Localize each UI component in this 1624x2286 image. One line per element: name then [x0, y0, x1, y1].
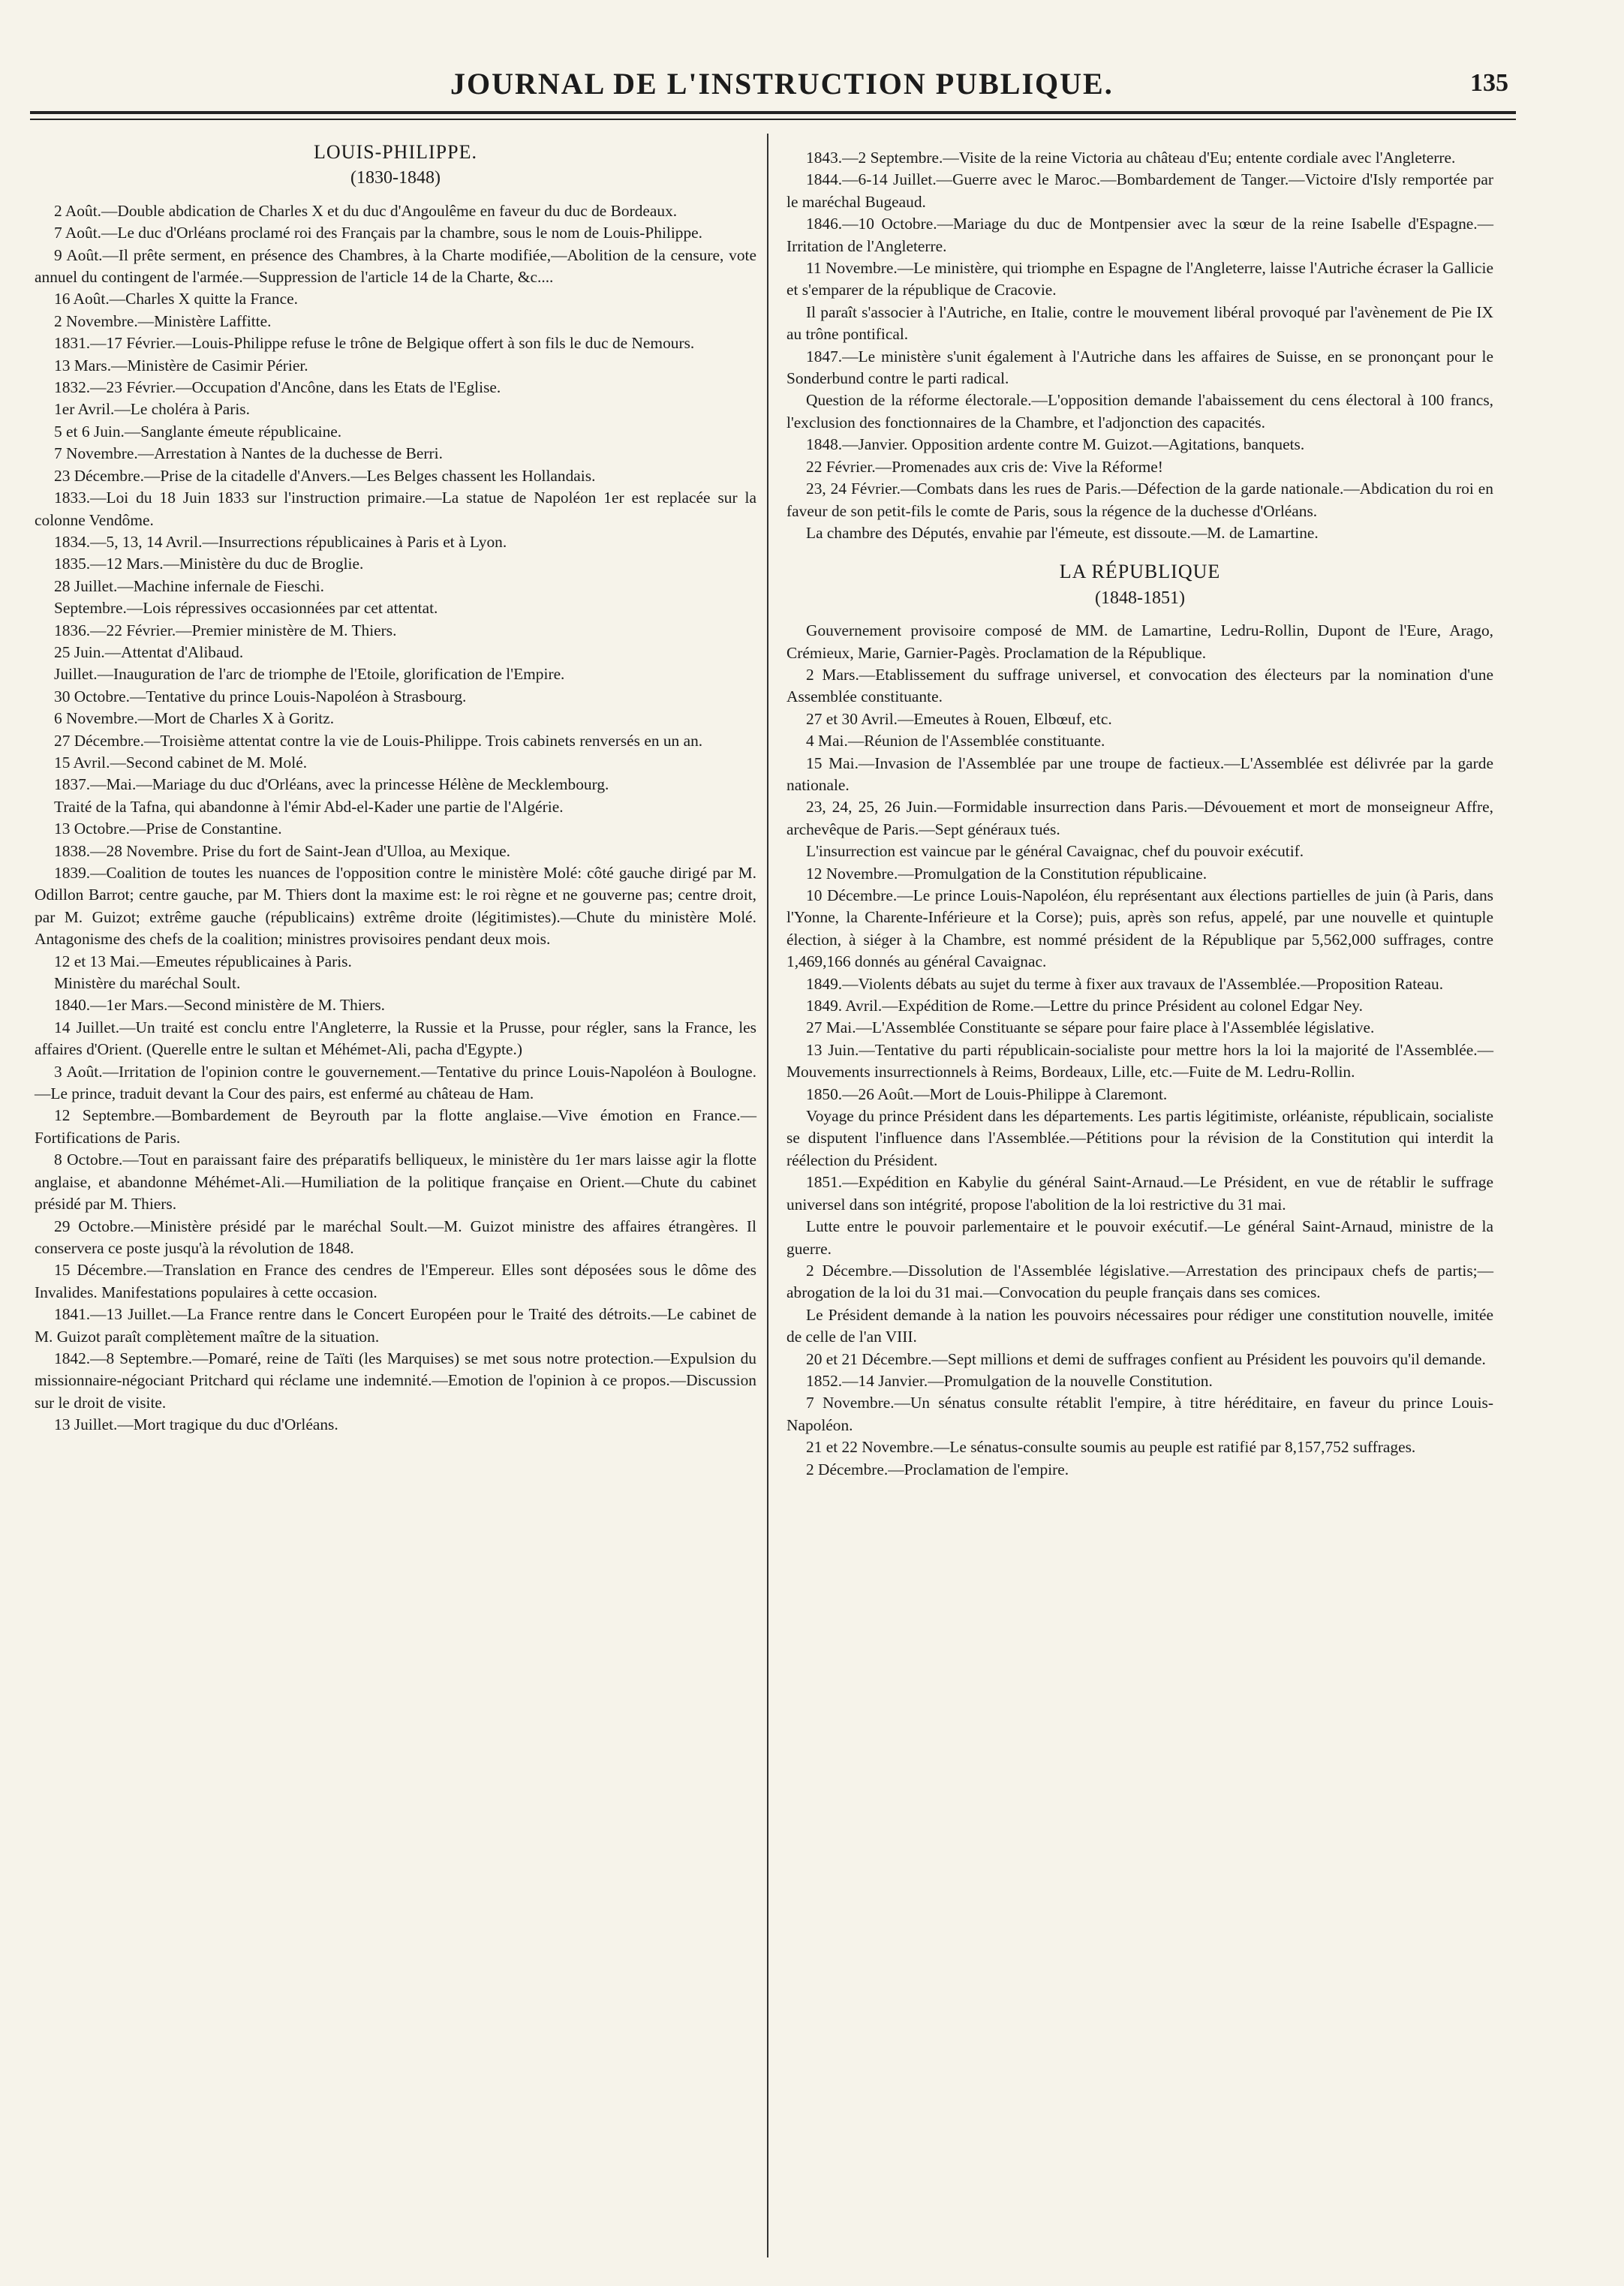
chronology-entry: 25 Juin.—Attentat d'Alibaud. — [54, 642, 244, 661]
chronology-entry: L'insurrection est vaincue par le général Cavaignac, chef du pouvoir exécutif. — [806, 842, 1304, 861]
chronology-entry: 3 Août.—Irritation de l'opinion contre le gouvernement.—Tentative du prince Louis-Napoléon à Boulogne.—Le prince, traduit devant la Cour des pairs, est enfermé au château de Ham. — [35, 1062, 756, 1103]
page-header — [30, 66, 1508, 104]
section-period: (1848-1851) — [1095, 588, 1185, 608]
entries-list — [786, 620, 1493, 1481]
chronology-entry: 1839.—Coalition de toutes les nuances de l'opposition contre le ministère Molé: côté gauche dirigé par M. Odillon Barrot; centre gauche, par M. Thiers dont la maxime est: le roi règne et ne gouverne pas; centre droit, par M. Guizot; extrême gauche (républicains) extrême droite (légitimistes).—Chute du ministère Molé. Antagonisme des chefs de la coalition; ministres provisoires pendant deux mois. — [35, 864, 756, 949]
entries-list — [35, 200, 756, 1436]
header-rule-thick — [30, 111, 1516, 114]
chronology-entry: 5 et 6 Juin.—Sanglante émeute républicaine. — [54, 422, 342, 441]
chronology-entry: 6 Novembre.—Mort de Charles X à Goritz. — [54, 709, 335, 728]
chronology-entry: La chambre des Députés, envahie par l'émeute, est dissoute.—M. de Lamartine. — [806, 523, 1319, 542]
chronology-entry: Voyage du prince Président dans les départements. Les partis légitimiste, orléaniste, républicain, socialiste se disputent l'influence dans l'Assemblée.—Pétitions pour la révision de la Constitution qui interdit la réélection du Président. — [786, 1107, 1493, 1169]
chronology-entry: 1851.—Expédition en Kabylie du général Saint-Arnaud.—Le Président, en vue de rétablir le suffrage universel dans son intégrité, propose l'abolition de la loi restrictive du 31 mai. — [786, 1173, 1493, 1214]
chronology-entry: 13 Juillet.—Mort tragique du duc d'Orléans. — [54, 1415, 338, 1434]
chronology-entry: 4 Mai.—Réunion de l'Assemblée constituante. — [806, 732, 1105, 750]
chronology-entry: 1er Avril.—Le choléra à Paris. — [54, 400, 250, 419]
chronology-entry: 15 Décembre.—Translation en France des cendres de l'Empereur. Elles sont déposées sous le dôme des Invalides. Manifestations populaires à cette occasion. — [35, 1261, 756, 1301]
chronology-entry: 29 Octobre.—Ministère présidé par le maréchal Soult.—M. Guizot ministre des affaires étrangères. Il conservera ce poste jusqu'à la révolution de 1848. — [35, 1217, 756, 1257]
chronology-entry: 1847.—Le ministère s'unit également à l'Autriche dans les affaires de Suisse, en se prononçant pour le Sonderbund contre le parti radical. — [786, 347, 1493, 388]
chronology-entry: 8 Octobre.—Tout en paraissant faire des préparatifs belliqueux, le ministère du 1er mars laisse agir la flotte anglaise, et abandonne Méhémet-Ali.—Humiliation de la politique française en Orient.—Chute du cabinet présidé par M. Thiers. — [35, 1151, 756, 1214]
chronology-entry: 30 Octobre.—Tentative du prince Louis-Napoléon à Strasbourg. — [54, 687, 467, 705]
chronology-entry: Lutte entre le pouvoir parlementaire et le pouvoir exécutif.—Le général Saint-Arnaud, ministre de la guerre. — [786, 1217, 1493, 1258]
chronology-entry: 1840.—1er Mars.—Second ministère de M. Thiers. — [54, 996, 386, 1015]
chronology-entry: 21 et 22 Novembre.—Le sénatus-consulte soumis au peuple est ratifié par 8,157,752 suffrages. — [806, 1438, 1416, 1457]
chronology-entry: 23, 24, 25, 26 Juin.—Formidable insurrection dans Paris.—Dévouement et mort de monseigneur Affre, archevêque de Paris.—Sept généraux tués. — [786, 798, 1493, 838]
chronology-entry: 27 Mai.—L'Assemblée Constituante se sépare pour faire place à l'Assemblée législative. — [806, 1018, 1375, 1037]
chronology-entry: 1831.—17 Février.—Louis-Philippe refuse le trône de Belgique offert à son fils le duc de Nemours. — [54, 334, 695, 353]
chronology-entry: 12 et 13 Mai.—Emeutes républicaines à Paris. — [54, 952, 352, 970]
entries-list — [786, 147, 1493, 544]
chronology-entry: 1842.—8 Septembre.—Pomaré, reine de Taïti (les Marquises) se met sous notre protection.—Expulsion du missionnaire-négociant Pritchard qui réclame une indemnité.—Emotion de l'opinion à ce propos.—Discussion sur le droit de visite. — [35, 1349, 756, 1412]
chronology-entry: 1850.—26 Août.—Mort de Louis-Philippe à Claremont. — [806, 1084, 1168, 1103]
chronology-entry: 28 Juillet.—Machine infernale de Fieschi. — [54, 576, 324, 595]
chronology-entry: 23, 24 Février.—Combats dans les rues de Paris.—Défection de la garde nationale.—Abdication du roi en faveur de son petit-fils le comte de Paris, sous la régence de la duchesse d'Orléans. — [786, 480, 1493, 520]
chronology-entry: 1836.—22 Février.—Premier ministère de M. Thiers. — [54, 621, 397, 639]
chronology-entry: 1834.—5, 13, 14 Avril.—Insurrections républicaines à Paris et à Lyon. — [54, 532, 507, 551]
chronology-entry: 14 Juillet.—Un traité est conclu entre l'Angleterre, la Russie et la Prusse, pour régler, sans la France, les affaires d'Orient. (Querelle entre le sultan et Méhémet-Ali, pacha d'Egypte.) — [35, 1018, 756, 1059]
chronology-entry: 13 Mars.—Ministère de Casimir Périer. — [54, 356, 308, 374]
chronology-entry: Question de la réforme électorale.—L'opposition demande l'abaissement du cens électoral à 100 francs, l'exclusion des fonctionnaires de la Chambre, et l'adjonction des capacités. — [786, 391, 1493, 432]
chronology-entry: 15 Mai.—Invasion de l'Assemblée par une troupe de factieux.—L'Assemblée est délivrée par la garde nationale. — [786, 753, 1493, 794]
chronology-entry: 9 Août.—Il prête serment, en présence des Chambres, à la Charte modifiée,—Abolition de la censure, vote annuel du contingent de l'armée.—Suppression de l'article 14 de la Charte, &c.... — [35, 245, 756, 287]
chronology-entry: 1843.—2 Septembre.—Visite de la reine Victoria au château d'Eu; entente cordiale avec l'Angleterre. — [806, 149, 1456, 167]
chronology-entry: 12 Novembre.—Promulgation de la Constitution républicaine. — [806, 864, 1207, 883]
chronology-entry: 1837.—Mai.—Mariage du duc d'Orléans, avec la princesse Hélène de Mecklembourg. — [54, 775, 609, 794]
chronology-entry: 15 Avril.—Second cabinet de M. Molé. — [54, 753, 308, 772]
chronology-entry: 27 et 30 Avril.—Emeutes à Rouen, Elbœuf, etc. — [806, 709, 1112, 728]
chronology-entry: 2 Mars.—Etablissement du suffrage universel, et convocation des électeurs par la nomination d'une Assemblée constituante. — [786, 665, 1493, 706]
chronology-entry: 27 Décembre.—Troisième attentat contre la vie de Louis-Philippe. Trois cabinets renversés en un an. — [54, 731, 703, 750]
chronology-entry: 20 et 21 Décembre.—Sept millions et demi de suffrages confient au Président les pouvoirs qu'il demande. — [806, 1349, 1486, 1368]
header-rule-thin — [30, 119, 1516, 120]
chronology-entry: 7 Novembre.—Arrestation à Nantes de la duchesse de Berri. — [54, 444, 443, 463]
chronology-entry: 1849.—Violents débats au sujet du terme à fixer aux travaux de l'Assemblée.—Proposition Rateau. — [806, 974, 1444, 993]
section-period: (1830-1848) — [350, 168, 441, 188]
chronology-entry: 1838.—28 Novembre. Prise du fort de Saint-Jean d'Ulloa, au Mexique. — [54, 841, 511, 860]
left-column — [35, 135, 756, 1436]
chronology-entry: 7 Novembre.—Un sénatus consulte rétablit l'empire, à titre héréditaire, en faveur du prince Louis-Napoléon. — [786, 1394, 1493, 1434]
chronology-entry: 13 Juin.—Tentative du parti républicain-socialiste pour mettre hors la loi la majorité de l'Assemblée.—Mouvements insurrectionnels à Reims, Bordeaux, Lille, etc.—Fuite de M. Ledru-Rollin. — [786, 1040, 1493, 1081]
section-heading-louis-philippe: LOUIS-PHILIPPE. — [314, 141, 477, 163]
chronology-entry: 2 Août.—Double abdication de Charles X et du duc d'Angoulême en faveur du duc de Bordeaux. — [54, 201, 678, 220]
chronology-entry: 2 Novembre.—Ministère Laffitte. — [54, 311, 272, 330]
column-divider — [767, 134, 768, 2257]
chronology-entry: 1835.—12 Mars.—Ministère du duc de Broglie. — [54, 555, 364, 573]
page-number: 135 — [1470, 69, 1508, 97]
chronology-entry: 1833.—Loi du 18 Juin 1833 sur l'instruction primaire.—La statue de Napoléon 1er est replacée sur la colonne Vendôme. — [35, 489, 756, 529]
chronology-entry: Le Président demande à la nation les pouvoirs nécessaires pour rédiger une constitution nouvelle, imitée de celle de l'an VIII. — [786, 1305, 1493, 1346]
chronology-entry: 1841.—13 Juillet.—La France rentre dans le Concert Européen pour le Traité des détroits.—Le cabinet de M. Guizot paraît complètement maître de la situation. — [35, 1305, 756, 1346]
chronology-entry: 2 Décembre.—Dissolution de l'Assemblée législative.—Arrestation des principaux chefs de partis;—abrogation de la loi du 31 mai.—Convocation du peuple français dans ses comices. — [786, 1261, 1493, 1302]
chronology-entry: 2 Décembre.—Proclamation de l'empire. — [806, 1460, 1069, 1478]
chronology-entry: 1849. Avril.—Expédition de Rome.—Lettre du prince Président au colonel Edgar Ney. — [806, 997, 1363, 1015]
chronology-entry: 1852.—14 Janvier.—Promulgation de la nouvelle Constitution. — [806, 1371, 1213, 1390]
journal-title: JOURNAL DE L'INSTRUCTION PUBLIQUE. — [450, 67, 1114, 101]
chronology-entry: Gouvernement provisoire composé de MM. de Lamartine, Ledru-Rollin, Dupont de l'Eure, Arago, Crémieux, Marie, Garnier-Pagès. Proclamation de la République. — [786, 621, 1493, 662]
chronology-entry: 7 Août.—Le duc d'Orléans proclamé roi des Français par la chambre, sous le nom de Louis-Philippe. — [54, 224, 703, 242]
chronology-entry: 16 Août.—Charles X quitte la France. — [54, 290, 298, 308]
chronology-entry: Septembre.—Lois répressives occasionnées par cet attentat. — [54, 599, 438, 618]
chronology-entry: 1844.—6-14 Juillet.—Guerre avec le Maroc.—Bombardement de Tanger.—Victoire d'Isly remportée par le maréchal Bugeaud. — [786, 170, 1493, 211]
chronology-entry: Traité de la Tafna, qui abandonne à l'émir Abd-el-Kader une partie de l'Algérie. — [54, 797, 564, 816]
right-column — [786, 147, 1493, 1481]
chronology-entry: 23 Décembre.—Prise de la citadelle d'Anvers.—Les Belges chassent les Hollandais. — [54, 466, 596, 485]
chronology-entry: Juillet.—Inauguration de l'arc de triomphe de l'Etoile, glorification de l'Empire. — [54, 665, 565, 684]
section-heading-republique: LA RÉPUBLIQUE — [1059, 561, 1221, 583]
chronology-entry: 12 Septembre.—Bombardement de Beyrouth par la flotte anglaise.—Vive émotion en France.—Fortifications de Paris. — [35, 1106, 756, 1147]
chronology-entry: 10 Décembre.—Le prince Louis-Napoléon, élu représentant aux élections partielles de juin (à Paris, dans l'Yonne, la Charente-Inférieure et la Corse); puis, après son refus, appelé, par une nouvelle et quintuple élection, à siéger à la Chambre, est nommé président de la République par 5,562,000 suffrages, contre 1,469,166 donnés au général Cavaignac. — [786, 886, 1493, 971]
chronology-entry: 1848.—Janvier. Opposition ardente contre M. Guizot.—Agitations, banquets. — [806, 435, 1305, 454]
chronology-entry: Ministère du maréchal Soult. — [54, 974, 241, 993]
chronology-entry: 1832.—23 Février.—Occupation d'Ancône, dans les Etats de l'Eglise. — [54, 378, 501, 397]
chronology-entry: 13 Octobre.—Prise de Constantine. — [54, 820, 282, 838]
chronology-entry: 1846.—10 Octobre.—Mariage du duc de Montpensier avec la sœur de la reine Isabelle d'Espagne.—Irritation de l'Angleterre. — [786, 215, 1493, 255]
chronology-entry: 11 Novembre.—Le ministère, qui triomphe en Espagne de l'Angleterre, laisse l'Autriche écraser la Gallicie et s'emparer de la république de Cracovie. — [786, 259, 1493, 299]
chronology-entry: Il paraît s'associer à l'Autriche, en Italie, contre le mouvement libéral provoqué par l'avènement de Pie IX au trône pontifical. — [786, 302, 1493, 344]
chronology-entry: 22 Février.—Promenades aux cris de: Vive la Réforme! — [806, 457, 1163, 476]
